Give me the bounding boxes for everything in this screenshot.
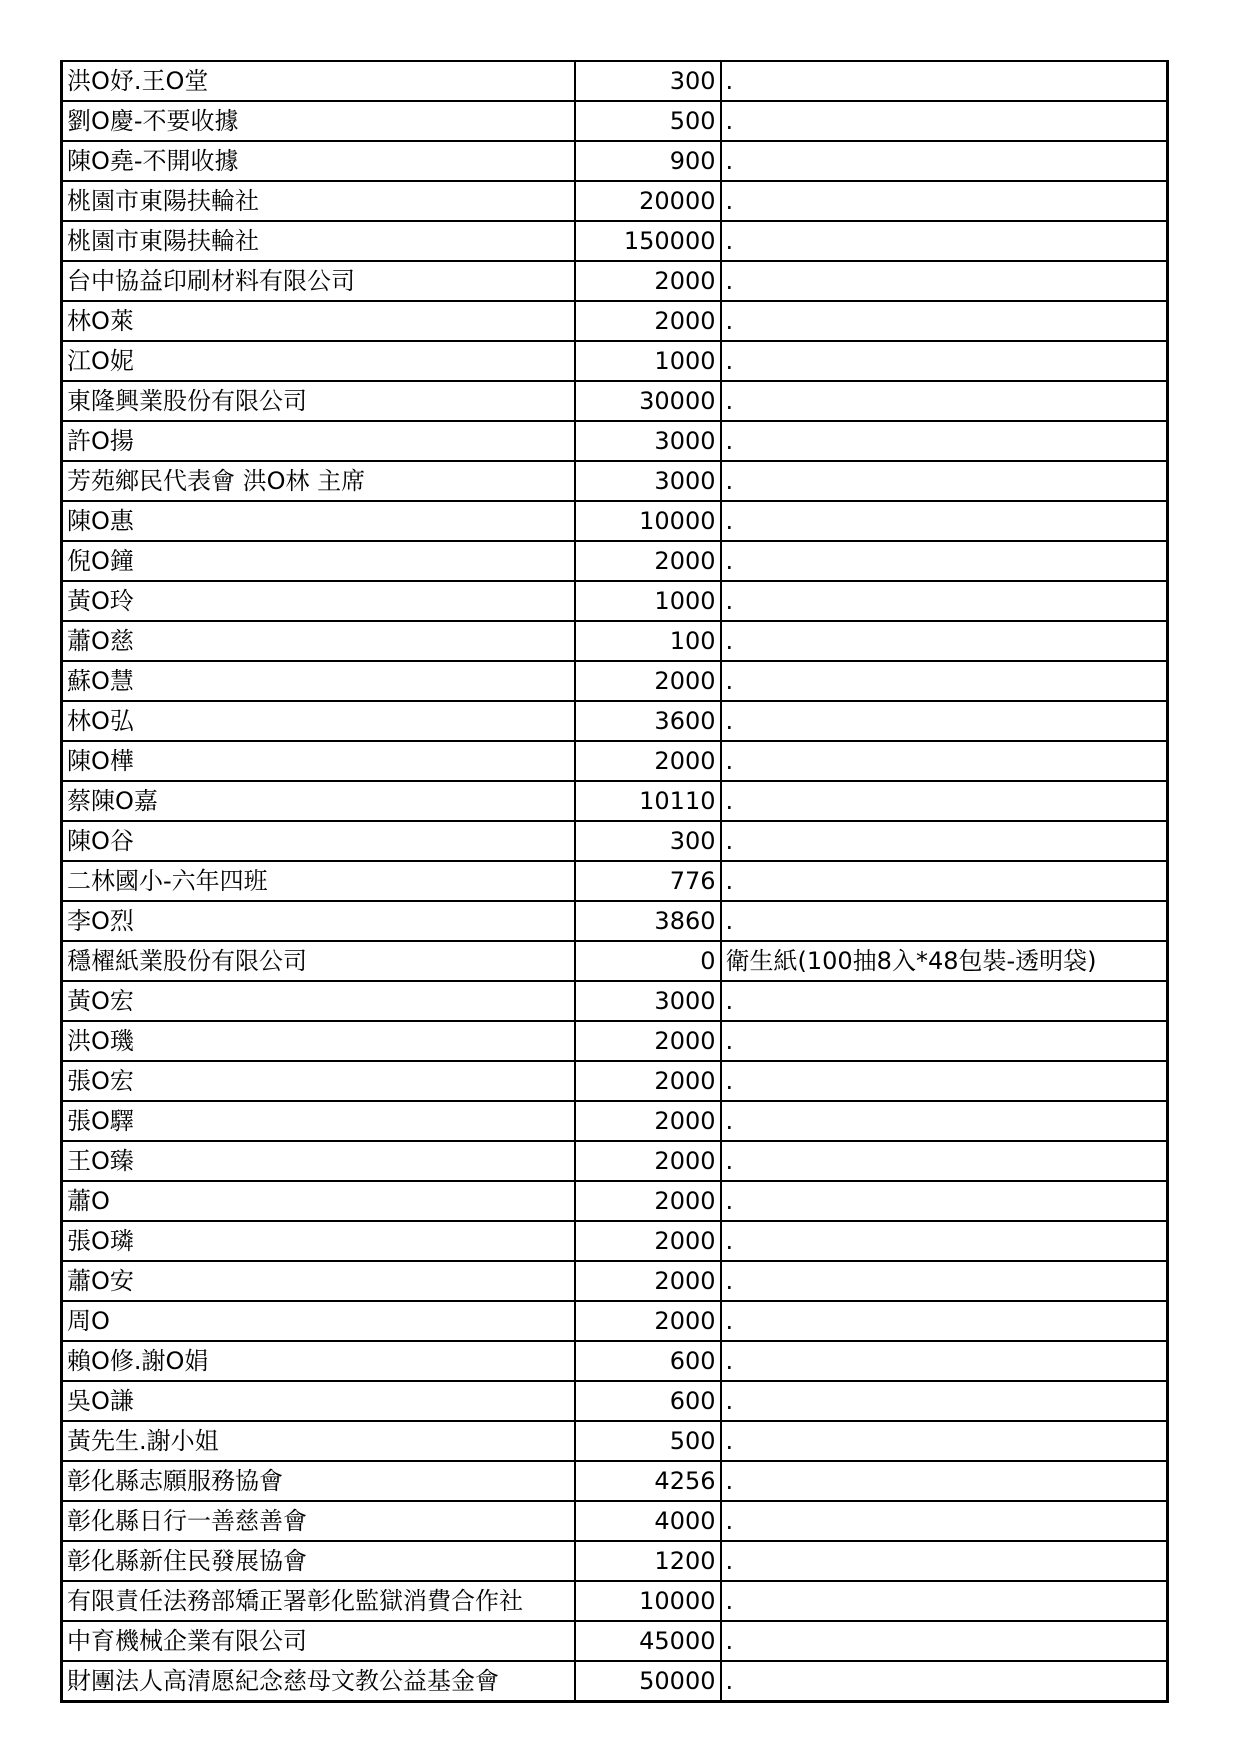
note-cell: . bbox=[721, 1581, 1168, 1621]
table-row bbox=[62, 1101, 1168, 1141]
note-cell: . bbox=[721, 341, 1168, 381]
note-cell: . bbox=[721, 181, 1168, 221]
amount-cell: 2000 bbox=[575, 1261, 721, 1301]
amount-cell: 776 bbox=[575, 861, 721, 901]
donor-name-cell: 張O璘 bbox=[62, 1221, 575, 1261]
note-cell: . bbox=[721, 581, 1168, 621]
note-cell: . bbox=[721, 901, 1168, 941]
donor-name-cell: 蕭O慈 bbox=[62, 621, 575, 661]
table-row bbox=[62, 821, 1168, 861]
amount-cell: 3000 bbox=[575, 981, 721, 1021]
note-cell: . bbox=[721, 741, 1168, 781]
table-row bbox=[62, 101, 1168, 141]
note-cell: . bbox=[721, 1661, 1168, 1702]
amount-cell: 10110 bbox=[575, 781, 721, 821]
table-row bbox=[62, 781, 1168, 821]
amount-cell: 45000 bbox=[575, 1621, 721, 1661]
donor-name-cell: 陳O樺 bbox=[62, 741, 575, 781]
table-row bbox=[62, 981, 1168, 1021]
note-cell: . bbox=[721, 661, 1168, 701]
donor-name-cell: 林O萊 bbox=[62, 301, 575, 341]
donor-name-cell: 彰化縣日行一善慈善會 bbox=[62, 1501, 575, 1541]
amount-cell: 30000 bbox=[575, 381, 721, 421]
amount-cell: 150000 bbox=[575, 221, 721, 261]
donor-name-cell: 彰化縣志願服務協會 bbox=[62, 1461, 575, 1501]
table-row bbox=[62, 941, 1168, 981]
amount-cell: 1000 bbox=[575, 581, 721, 621]
amount-cell: 10000 bbox=[575, 501, 721, 541]
table-row bbox=[62, 1661, 1168, 1702]
donor-name-cell: 桃園市東陽扶輪社 bbox=[62, 221, 575, 261]
note-cell: . bbox=[721, 981, 1168, 1021]
donor-name-cell: 蕭O bbox=[62, 1181, 575, 1221]
amount-cell: 3600 bbox=[575, 701, 721, 741]
donor-name-cell: 許O揚 bbox=[62, 421, 575, 461]
table-row bbox=[62, 1061, 1168, 1101]
note-cell: . bbox=[721, 821, 1168, 861]
table-row bbox=[62, 1141, 1168, 1181]
note-cell: . bbox=[721, 1421, 1168, 1461]
note-cell: . bbox=[721, 1181, 1168, 1221]
note-cell: . bbox=[721, 1621, 1168, 1661]
note-cell: . bbox=[721, 1261, 1168, 1301]
amount-cell: 1200 bbox=[575, 1541, 721, 1581]
donor-name-cell: 穩櫂紙業股份有限公司 bbox=[62, 941, 575, 981]
note-cell: . bbox=[721, 1141, 1168, 1181]
donor-name-cell: 中育機械企業有限公司 bbox=[62, 1621, 575, 1661]
table-row bbox=[62, 621, 1168, 661]
amount-cell: 600 bbox=[575, 1381, 721, 1421]
donor-name-cell: 有限責任法務部矯正署彰化監獄消費合作社 bbox=[62, 1581, 575, 1621]
amount-cell: 3860 bbox=[575, 901, 721, 941]
table-row bbox=[62, 381, 1168, 421]
note-cell: . bbox=[721, 701, 1168, 741]
amount-cell: 500 bbox=[575, 101, 721, 141]
table-row bbox=[62, 301, 1168, 341]
donor-name-cell: 財團法人高清愿紀念慈母文教公益基金會 bbox=[62, 1661, 575, 1702]
amount-cell: 300 bbox=[575, 821, 721, 861]
donor-name-cell: 東隆興業股份有限公司 bbox=[62, 381, 575, 421]
amount-cell: 2000 bbox=[575, 1061, 721, 1101]
table-row bbox=[62, 1221, 1168, 1261]
donor-name-cell: 黃O宏 bbox=[62, 981, 575, 1021]
note-cell: 衛生紙(100抽8入*48包裝-透明袋) bbox=[721, 941, 1168, 981]
donor-name-cell: 賴O修.謝O娟 bbox=[62, 1341, 575, 1381]
note-cell: . bbox=[721, 1101, 1168, 1141]
note-cell: . bbox=[721, 221, 1168, 261]
note-cell: . bbox=[721, 261, 1168, 301]
table-row bbox=[62, 901, 1168, 941]
table-row bbox=[62, 581, 1168, 621]
donor-name-cell: 江O妮 bbox=[62, 341, 575, 381]
note-cell: . bbox=[721, 1301, 1168, 1341]
note-cell: . bbox=[721, 141, 1168, 181]
donor-name-cell: 吳O謙 bbox=[62, 1381, 575, 1421]
table-row bbox=[62, 501, 1168, 541]
note-cell: . bbox=[721, 61, 1168, 101]
table-row bbox=[62, 1261, 1168, 1301]
note-cell: . bbox=[721, 1341, 1168, 1381]
donor-name-cell: 陳O谷 bbox=[62, 821, 575, 861]
table-row bbox=[62, 1461, 1168, 1501]
table-row bbox=[62, 1341, 1168, 1381]
table-row bbox=[62, 1541, 1168, 1581]
table-row bbox=[62, 421, 1168, 461]
note-cell: . bbox=[721, 1061, 1168, 1101]
table-row bbox=[62, 1501, 1168, 1541]
donor-name-cell: 桃園市東陽扶輪社 bbox=[62, 181, 575, 221]
donor-name-cell: 林O弘 bbox=[62, 701, 575, 741]
amount-cell: 2000 bbox=[575, 1181, 721, 1221]
donation-table-body bbox=[62, 61, 1168, 1702]
amount-cell: 10000 bbox=[575, 1581, 721, 1621]
amount-cell: 2000 bbox=[575, 301, 721, 341]
donor-name-cell: 陳O堯-不開收據 bbox=[62, 141, 575, 181]
amount-cell: 2000 bbox=[575, 661, 721, 701]
donation-table bbox=[60, 60, 1169, 1703]
table-row bbox=[62, 141, 1168, 181]
note-cell: . bbox=[721, 501, 1168, 541]
donor-name-cell: 張O驛 bbox=[62, 1101, 575, 1141]
donor-name-cell: 蔡陳O嘉 bbox=[62, 781, 575, 821]
table-row bbox=[62, 1621, 1168, 1661]
amount-cell: 50000 bbox=[575, 1661, 721, 1702]
amount-cell: 600 bbox=[575, 1341, 721, 1381]
table-row bbox=[62, 701, 1168, 741]
donor-name-cell: 張O宏 bbox=[62, 1061, 575, 1101]
note-cell: . bbox=[721, 541, 1168, 581]
donor-name-cell: 李O烈 bbox=[62, 901, 575, 941]
note-cell: . bbox=[721, 1381, 1168, 1421]
table-row bbox=[62, 861, 1168, 901]
amount-cell: 2000 bbox=[575, 1021, 721, 1061]
donor-name-cell: 洪O妤.王O堂 bbox=[62, 61, 575, 101]
amount-cell: 20000 bbox=[575, 181, 721, 221]
amount-cell: 2000 bbox=[575, 1221, 721, 1261]
note-cell: . bbox=[721, 421, 1168, 461]
note-cell: . bbox=[721, 621, 1168, 661]
donor-name-cell: 洪O璣 bbox=[62, 1021, 575, 1061]
amount-cell: 500 bbox=[575, 1421, 721, 1461]
amount-cell: 2000 bbox=[575, 741, 721, 781]
table-row bbox=[62, 741, 1168, 781]
amount-cell: 2000 bbox=[575, 1101, 721, 1141]
donor-name-cell: 黃先生.謝小姐 bbox=[62, 1421, 575, 1461]
amount-cell: 1000 bbox=[575, 341, 721, 381]
table-row bbox=[62, 1181, 1168, 1221]
table-row bbox=[62, 261, 1168, 301]
donor-name-cell: 蘇O慧 bbox=[62, 661, 575, 701]
note-cell: . bbox=[721, 1501, 1168, 1541]
table-row bbox=[62, 1381, 1168, 1421]
amount-cell: 2000 bbox=[575, 1301, 721, 1341]
donor-name-cell: 彰化縣新住民發展協會 bbox=[62, 1541, 575, 1581]
donor-name-cell: 芳苑鄉民代表會 洪O林 主席 bbox=[62, 461, 575, 501]
amount-cell: 3000 bbox=[575, 461, 721, 501]
note-cell: . bbox=[721, 461, 1168, 501]
table-row bbox=[62, 181, 1168, 221]
table-row bbox=[62, 541, 1168, 581]
note-cell: . bbox=[721, 1021, 1168, 1061]
note-cell: . bbox=[721, 1221, 1168, 1261]
amount-cell: 0 bbox=[575, 941, 721, 981]
amount-cell: 2000 bbox=[575, 541, 721, 581]
donor-name-cell: 陳O惠 bbox=[62, 501, 575, 541]
amount-cell: 2000 bbox=[575, 261, 721, 301]
table-row bbox=[62, 61, 1168, 101]
donor-name-cell: 劉O慶-不要收據 bbox=[62, 101, 575, 141]
amount-cell: 3000 bbox=[575, 421, 721, 461]
table-row bbox=[62, 1021, 1168, 1061]
donor-name-cell: 王O臻 bbox=[62, 1141, 575, 1181]
note-cell: . bbox=[721, 861, 1168, 901]
amount-cell: 4000 bbox=[575, 1501, 721, 1541]
table-row bbox=[62, 1421, 1168, 1461]
donor-name-cell: 二林國小-六年四班 bbox=[62, 861, 575, 901]
table-row bbox=[62, 1301, 1168, 1341]
note-cell: . bbox=[721, 1541, 1168, 1581]
donor-name-cell: 台中協益印刷材料有限公司 bbox=[62, 261, 575, 301]
amount-cell: 2000 bbox=[575, 1141, 721, 1181]
note-cell: . bbox=[721, 1461, 1168, 1501]
amount-cell: 900 bbox=[575, 141, 721, 181]
donor-name-cell: 蕭O安 bbox=[62, 1261, 575, 1301]
donor-name-cell: 周O bbox=[62, 1301, 575, 1341]
table-row bbox=[62, 661, 1168, 701]
table-row bbox=[62, 221, 1168, 261]
table-row bbox=[62, 1581, 1168, 1621]
donor-name-cell: 黃O玲 bbox=[62, 581, 575, 621]
table-row bbox=[62, 461, 1168, 501]
donor-name-cell: 倪O鐘 bbox=[62, 541, 575, 581]
note-cell: . bbox=[721, 381, 1168, 421]
note-cell: . bbox=[721, 301, 1168, 341]
note-cell: . bbox=[721, 101, 1168, 141]
amount-cell: 300 bbox=[575, 61, 721, 101]
amount-cell: 100 bbox=[575, 621, 721, 661]
amount-cell: 4256 bbox=[575, 1461, 721, 1501]
table-row bbox=[62, 341, 1168, 381]
note-cell: . bbox=[721, 781, 1168, 821]
